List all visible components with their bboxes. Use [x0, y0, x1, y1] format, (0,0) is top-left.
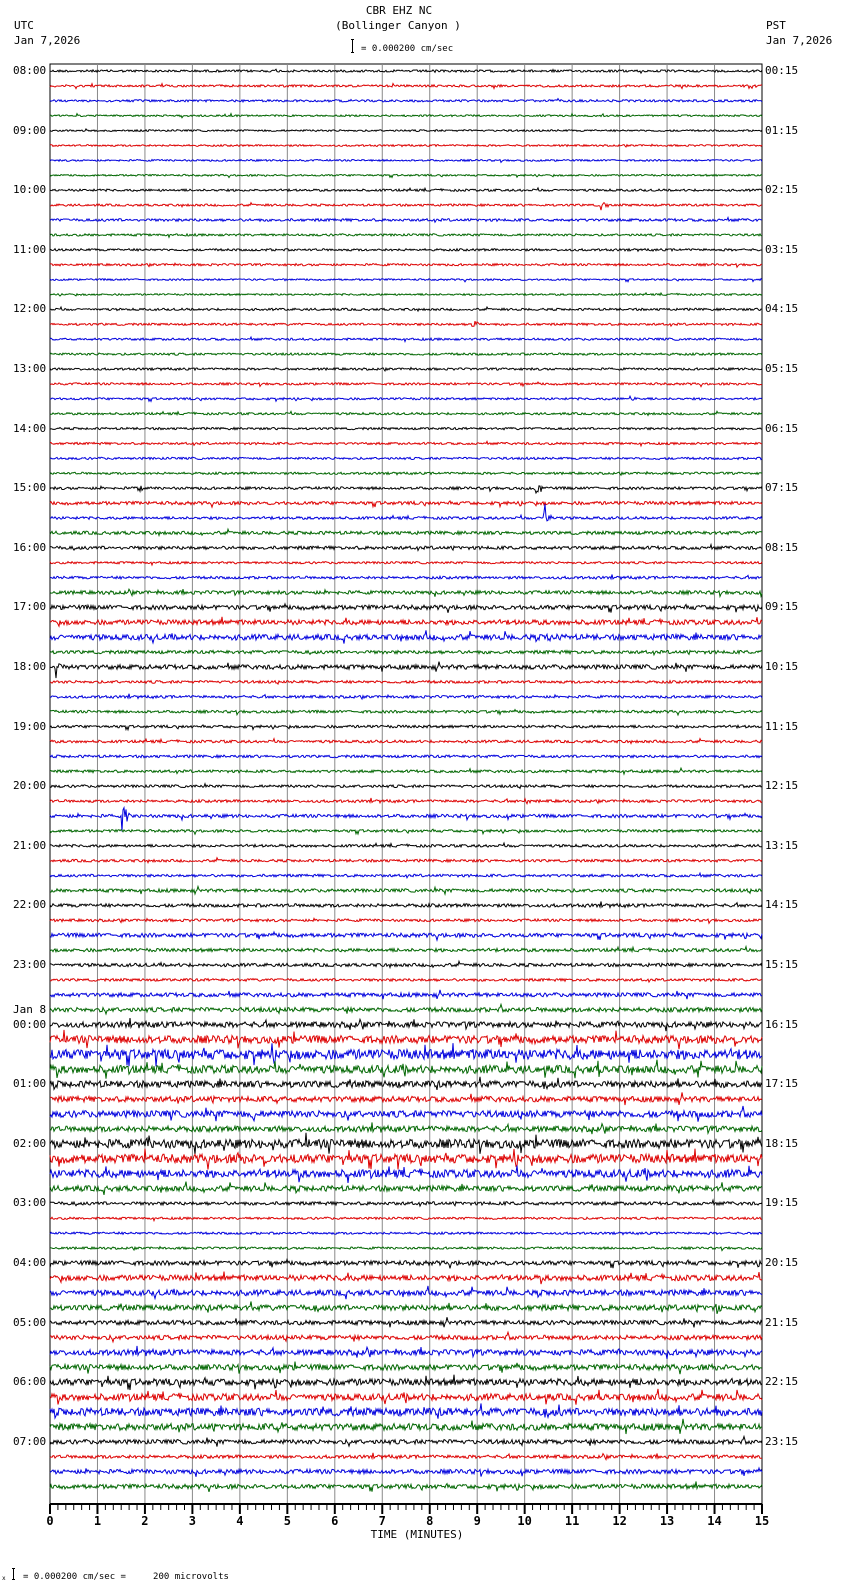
trace-52 [50, 843, 762, 847]
trace-19 [50, 353, 762, 355]
trace-48 [50, 784, 762, 789]
trace-50 [50, 808, 762, 832]
pst-hour-label: 13:15 [765, 838, 799, 852]
trace-85 [50, 1332, 762, 1342]
utc-hour-label: 09:00 [13, 123, 47, 137]
utc-hour-label: 10:00 [13, 183, 47, 197]
pst-hour-label: 00:15 [765, 64, 799, 77]
trace-90 [50, 1403, 762, 1418]
utc-hour-label: 16:00 [13, 540, 47, 554]
trace-13 [50, 263, 762, 267]
station-title: CBR EHZ NC [365, 4, 433, 17]
trace-31 [50, 529, 762, 535]
x-tick-label: 9 [473, 1514, 481, 1528]
pst-hour-label: 08:15 [765, 540, 799, 554]
trace-92 [50, 1437, 762, 1447]
x-tick-label: 4 [236, 1514, 244, 1528]
trace-23 [50, 411, 762, 415]
trace-47 [50, 768, 762, 774]
x-tick-label: 15 [754, 1514, 770, 1528]
trace-75 [50, 1182, 762, 1195]
trace-87 [50, 1362, 762, 1375]
x-tick-label: 0 [46, 1514, 54, 1528]
trace-6 [50, 160, 762, 163]
trace-26 [50, 457, 762, 459]
trace-83 [50, 1302, 762, 1314]
trace-43 [50, 710, 762, 715]
pst-hour-label: 02:15 [765, 183, 799, 197]
trace-93 [50, 1453, 762, 1460]
trace-81 [50, 1272, 762, 1285]
left-date: Jan 7,2026 [14, 34, 81, 47]
trace-66 [50, 1043, 762, 1066]
trace-33 [50, 562, 762, 566]
trace-28 [50, 486, 762, 493]
trace-44 [50, 725, 762, 730]
trace-71 [50, 1122, 762, 1134]
utc-hour-label: 19:00 [13, 719, 47, 733]
scale-text: = 0.000200 cm/sec [361, 44, 454, 54]
x-tick-label: 3 [188, 1514, 197, 1528]
trace-0 [50, 69, 762, 73]
trace-18 [50, 337, 762, 342]
footer-marker: x [2, 1575, 6, 1582]
utc-hour-label: 21:00 [13, 838, 47, 852]
trace-46 [50, 755, 762, 758]
trace-11 [50, 234, 762, 238]
trace-59 [50, 947, 762, 952]
trace-17 [50, 321, 762, 326]
pst-hour-label: 19:15 [765, 1196, 799, 1210]
pst-hour-label: 17:15 [765, 1077, 799, 1091]
trace-49 [50, 798, 762, 804]
trace-74 [50, 1165, 762, 1183]
trace-94 [50, 1468, 762, 1477]
trace-88 [50, 1375, 762, 1390]
trace-7 [50, 174, 762, 177]
pst-hour-label: 21:15 [765, 1315, 799, 1329]
trace-42 [50, 694, 762, 699]
pst-hour-label: 03:15 [765, 242, 799, 256]
trace-65 [50, 1030, 762, 1049]
pst-hour-label: 01:15 [765, 123, 799, 137]
trace-8 [50, 188, 762, 191]
x-tick-label: 5 [283, 1514, 291, 1528]
footer-scale-bar-icon [12, 1568, 15, 1580]
pst-hour-label: 10:15 [765, 660, 799, 673]
trace-91 [50, 1419, 762, 1434]
left-timezone: UTC [14, 19, 34, 32]
trace-56 [50, 902, 762, 908]
utc-hour-label: 11:00 [13, 242, 47, 256]
trace-37 [50, 617, 762, 626]
x-tick-label: 13 [659, 1514, 675, 1528]
pst-hour-label: 15:15 [765, 958, 799, 971]
x-tick-label: 8 [426, 1514, 434, 1528]
trace-40 [50, 662, 762, 679]
pst-hour-label: 12:15 [765, 779, 799, 793]
pst-hour-label: 04:15 [765, 302, 799, 316]
utc-hour-label: 20:00 [13, 779, 47, 793]
trace-5 [50, 144, 762, 147]
trace-58 [50, 932, 762, 940]
pst-hour-label: 09:15 [765, 600, 799, 614]
trace-34 [50, 575, 762, 580]
trace-10 [50, 218, 762, 223]
trace-70 [50, 1106, 762, 1122]
trace-36 [50, 604, 762, 613]
trace-35 [50, 589, 762, 597]
pst-hour-label: 20:15 [765, 1256, 799, 1269]
trace-12 [50, 249, 762, 252]
date-change-label: Jan 8 [13, 1002, 47, 1016]
trace-4 [50, 129, 762, 132]
x-tick-label: 11 [564, 1514, 580, 1528]
pst-hour-label: 23:15 [765, 1434, 799, 1448]
utc-hour-label: 02:00 [13, 1136, 47, 1150]
utc-hour-label: 04:00 [13, 1256, 47, 1269]
pst-hour-label: 06:15 [765, 421, 799, 435]
utc-hour-label: 07:00 [13, 1434, 47, 1448]
trace-84 [50, 1317, 762, 1327]
trace-9 [50, 203, 762, 211]
utc-hour-label: 13:00 [13, 362, 47, 375]
trace-77 [50, 1217, 762, 1221]
pst-hour-label: 16:15 [765, 1017, 799, 1031]
right-date: Jan 7,2026 [766, 34, 833, 47]
utc-hour-label: 01:00 [13, 1077, 47, 1091]
trace-1 [50, 84, 762, 89]
trace-20 [50, 368, 762, 371]
utc-hour-label: 12:00 [13, 302, 47, 316]
x-tick-label: 1 [93, 1514, 102, 1528]
trace-57 [50, 918, 762, 923]
trace-78 [50, 1232, 762, 1235]
pst-hour-label: 22:15 [765, 1375, 799, 1389]
trace-2 [50, 99, 762, 102]
trace-68 [50, 1077, 762, 1090]
trace-15 [50, 293, 762, 296]
utc-hour-label: 22:00 [13, 898, 47, 912]
pst-hour-label: 07:15 [765, 481, 799, 495]
x-tick-label: 2 [141, 1514, 149, 1528]
footer-scale-text: = 0.000200 cm/sec = 200 microvolts [23, 1572, 229, 1582]
right-timezone: PST [766, 19, 786, 32]
trace-24 [50, 428, 762, 430]
trace-55 [50, 887, 762, 895]
utc-hour-label: 17:00 [13, 600, 47, 614]
trace-38 [50, 630, 762, 643]
trace-51 [50, 829, 762, 834]
trace-69 [50, 1092, 762, 1105]
pst-hour-label: 18:15 [765, 1136, 799, 1150]
trace-82 [50, 1286, 762, 1299]
x-tick-label: 14 [707, 1514, 722, 1528]
trace-72 [50, 1133, 762, 1154]
x-axis-label: TIME (MINUTES) [370, 1528, 464, 1541]
trace-89 [50, 1389, 762, 1405]
trace-64 [50, 1018, 762, 1031]
trace-95 [50, 1482, 762, 1492]
trace-14 [50, 279, 762, 282]
x-tick-label: 12 [612, 1514, 627, 1528]
x-tick-label: 7 [378, 1514, 386, 1528]
x-tick-label: 6 [331, 1514, 339, 1528]
trace-27 [50, 472, 762, 475]
utc-hour-label: 23:00 [13, 958, 47, 971]
utc-hour-label: 06:00 [13, 1375, 47, 1389]
trace-62 [50, 990, 762, 999]
trace-30 [50, 504, 762, 521]
trace-21 [50, 382, 762, 387]
trace-63 [50, 1004, 762, 1014]
utc-hour-label: 00:00 [13, 1017, 47, 1031]
trace-41 [50, 681, 762, 685]
station-location: (Bollinger Canyon ) [335, 19, 461, 32]
trace-29 [50, 501, 762, 507]
utc-hour-label: 08:00 [13, 64, 47, 77]
utc-hour-label: 15:00 [13, 481, 47, 495]
utc-hour-label: 14:00 [13, 421, 47, 435]
utc-hour-label: 18:00 [13, 660, 47, 673]
trace-3 [50, 114, 762, 118]
x-tick-label: 10 [517, 1514, 532, 1528]
trace-73 [50, 1149, 762, 1170]
trace-79 [50, 1247, 762, 1251]
trace-60 [50, 961, 762, 967]
utc-hour-label: 03:00 [13, 1196, 47, 1210]
trace-39 [50, 651, 762, 655]
pst-hour-label: 14:15 [765, 898, 799, 912]
trace-22 [50, 396, 762, 401]
trace-25 [50, 441, 762, 446]
trace-32 [50, 545, 762, 551]
pst-hour-label: 05:15 [765, 362, 799, 375]
trace-54 [50, 873, 762, 878]
trace-80 [50, 1260, 762, 1269]
trace-16 [50, 307, 762, 311]
trace-45 [50, 739, 762, 744]
utc-hour-label: 05:00 [13, 1315, 47, 1329]
trace-53 [50, 858, 762, 863]
trace-86 [50, 1346, 762, 1359]
trace-76 [50, 1200, 762, 1206]
pst-hour-label: 11:15 [765, 719, 799, 733]
trace-61 [50, 979, 762, 983]
